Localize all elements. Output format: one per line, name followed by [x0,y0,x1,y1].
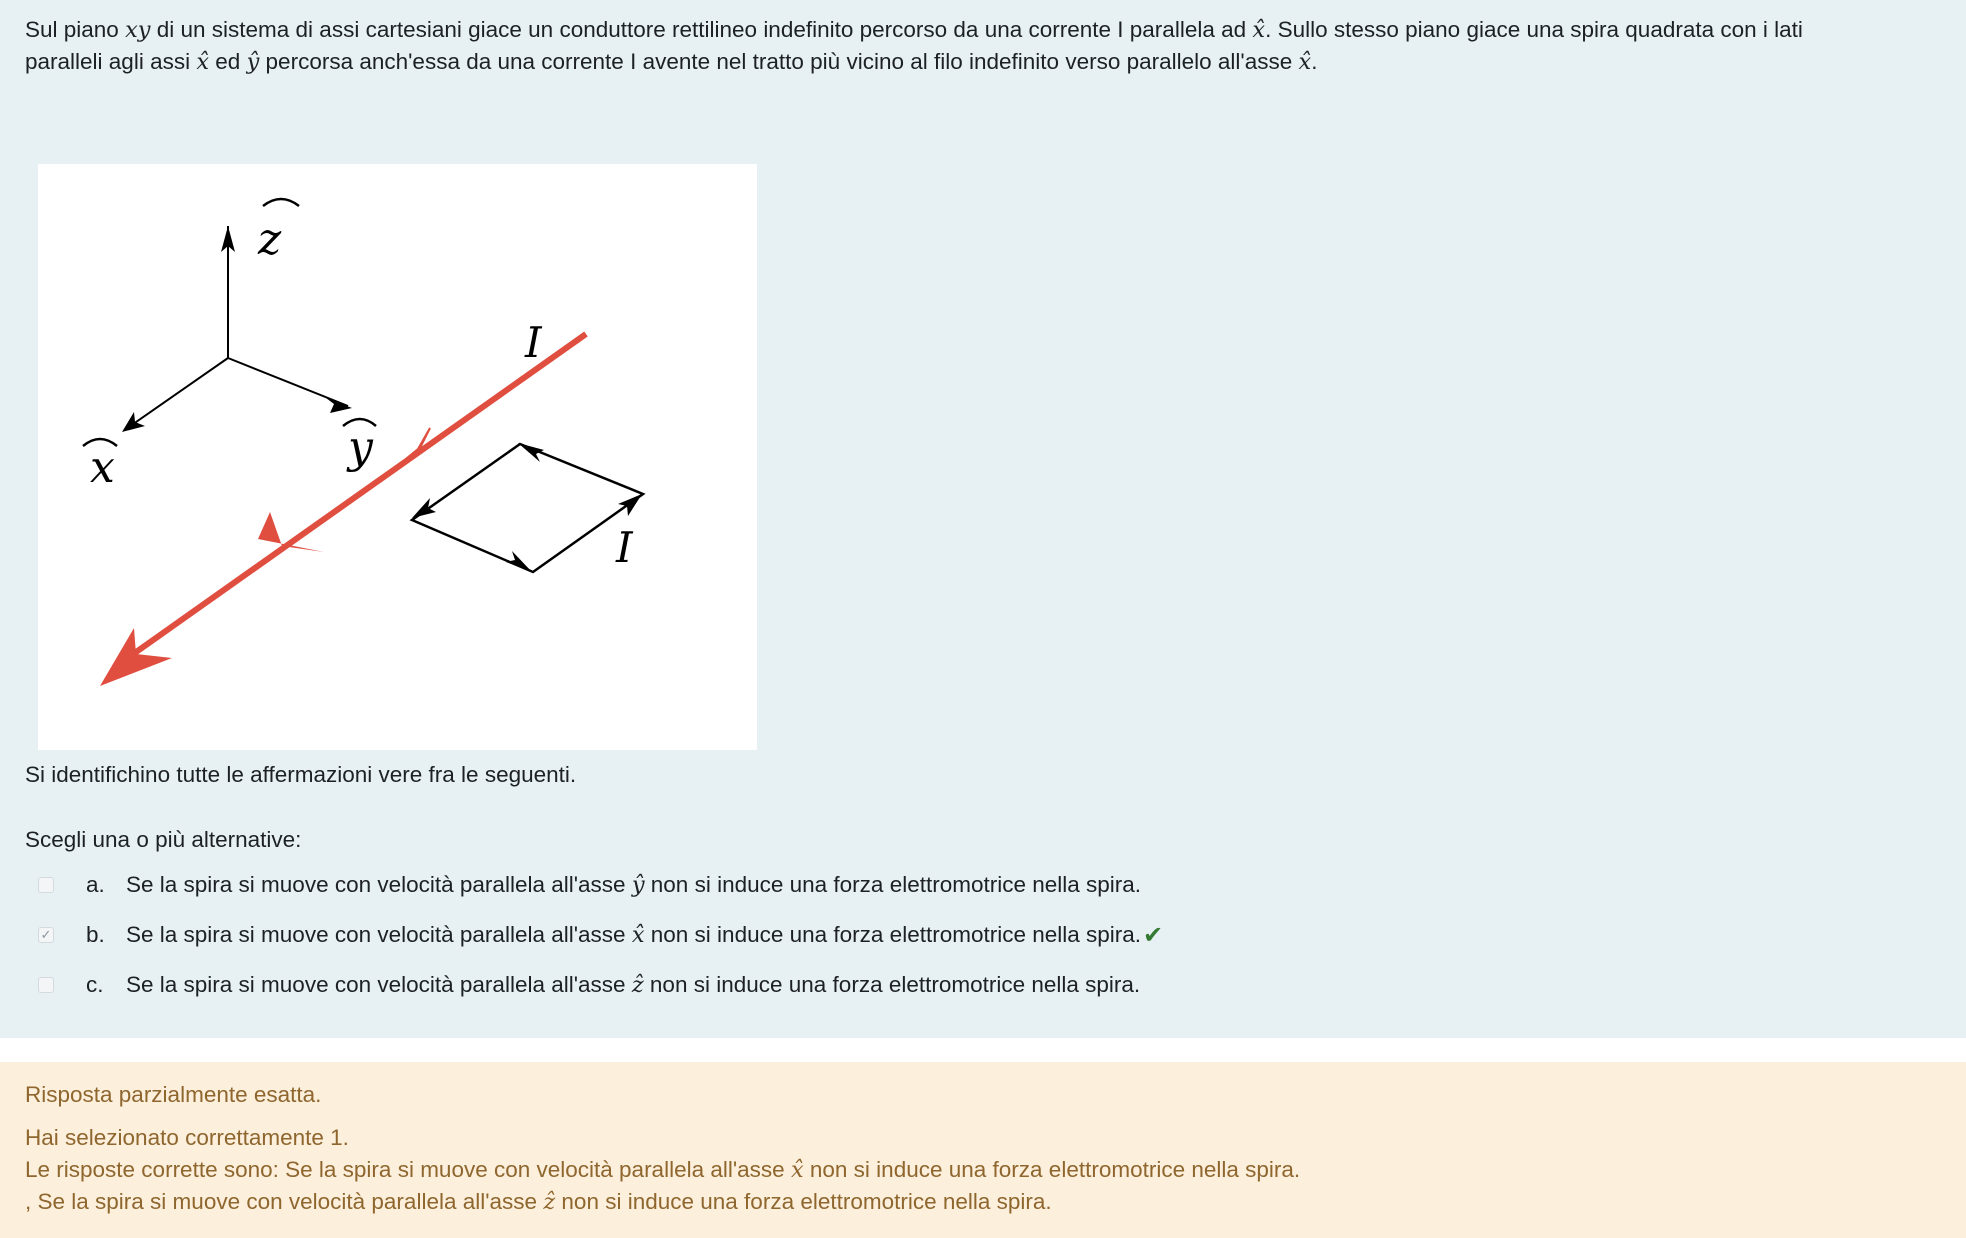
question-text-segment: percorsa anch'essa da una corrente I avente nel tratto più vicino al filo indefinito verso parallelo all'asse [259,49,1299,74]
option-text-segment: non si induce una forza elettromotrice nella spira. [643,972,1141,997]
question-text-segment: ed [209,49,247,74]
wire-current-label: I [525,318,542,367]
option-c[interactable] [38,960,1163,1010]
option-text [126,872,1141,898]
option-letter: b. [86,922,105,947]
axes [83,199,376,493]
option-text-segment: Se la spira si muove con velocità parallela all'asse [126,872,632,897]
feedback-status: Risposta parzialmente esatta. [25,1082,322,1107]
checkbox-option-a[interactable] [38,877,54,893]
y-axis-label: y [348,422,373,473]
option-text [126,922,1141,948]
feedback-correct-line1 [25,1157,1300,1183]
instruction-text: Si identifichino tutte le affermazioni vere fra le seguenti. [25,762,577,787]
math-xy: xy [125,17,151,43]
math-y-hat: ŷ [631,872,645,898]
option-text [126,972,1140,998]
correct-check-icon: ✔ [1143,921,1164,949]
math-x-hat: x̂ [1298,49,1312,75]
infinite-wire [100,318,586,686]
math-z-hat: ẑ [543,1189,556,1215]
x-axis-line [126,358,228,429]
wire-arrowhead-lower [258,512,324,552]
question-text-segment: di un sistema di assi cartesiani giace un conduttore rettilineo indefinito percorso da una corrente I parallela ad [150,17,1253,42]
feedback-selected: Hai selezionato correttamente 1. [25,1125,349,1150]
math-x-hat: x̂ [790,1157,804,1183]
math-x-hat: x̂ [196,49,210,75]
question-text-segment: paralleli agli assi [25,49,197,74]
loop-arrowhead-bottom [506,551,532,572]
y-axis-line [228,358,348,406]
answer-options [38,860,1163,1010]
checkbox-option-c[interactable] [38,977,54,993]
figure-diagram [38,164,757,750]
math-y-hat: ŷ [246,49,260,75]
math-x-hat: x̂ [1252,17,1266,43]
feedback-text-segment: non si induce una forza elettromotrice nella spira. [555,1189,1052,1214]
option-text-segment: non si induce una forza elettromotrice nella spira. [644,872,1142,897]
option-text-segment: Se la spira si muove con velocità parallela all'asse [126,972,632,997]
feedback-correct-line2 [25,1189,1052,1215]
option-letter: a. [86,872,105,897]
z-axis-label: z [258,214,282,265]
option-b[interactable] [38,910,1163,960]
question-text-segment: . Sullo stesso piano giace una spira quadrata con i lati [1265,17,1803,42]
loop-arrowhead-left [412,498,436,518]
physics-figure [38,164,757,750]
option-letter: c. [86,972,104,997]
feedback-text-segment: , Se la spira si muove con velocità parallela all'asse [25,1189,544,1214]
loop-current-label: I [616,523,633,572]
option-text-segment: non si induce una forza elettromotrice nella spira. [644,922,1142,947]
loop-outline [412,444,643,572]
option-text-segment: Se la spira si muove con velocità parallela all'asse [126,922,632,947]
math-z-hat: ẑ [631,972,644,998]
question-text [25,14,1955,78]
z-hat-caret [263,199,299,206]
math-x-hat: x̂ [631,922,645,948]
question-text-segment: Sul piano [25,17,126,42]
answer-prompt: Scegli una o più alternative: [25,827,302,852]
checkbox-option-b[interactable]: ✓ [38,927,54,943]
x-axis-label: x [90,442,115,493]
loop-arrowhead-right [618,494,642,516]
x-axis-arrowhead [122,412,145,432]
option-a[interactable] [38,860,1163,910]
feedback-panel [0,1062,1966,1238]
feedback-text-segment: Le risposte corrette sono: Se la spira si muove con velocità parallela all'asse [25,1157,791,1182]
feedback-text-segment: non si induce una forza elettromotrice nella spira. [803,1157,1301,1182]
question-text-segment: . [1311,49,1318,74]
square-loop [412,443,643,572]
